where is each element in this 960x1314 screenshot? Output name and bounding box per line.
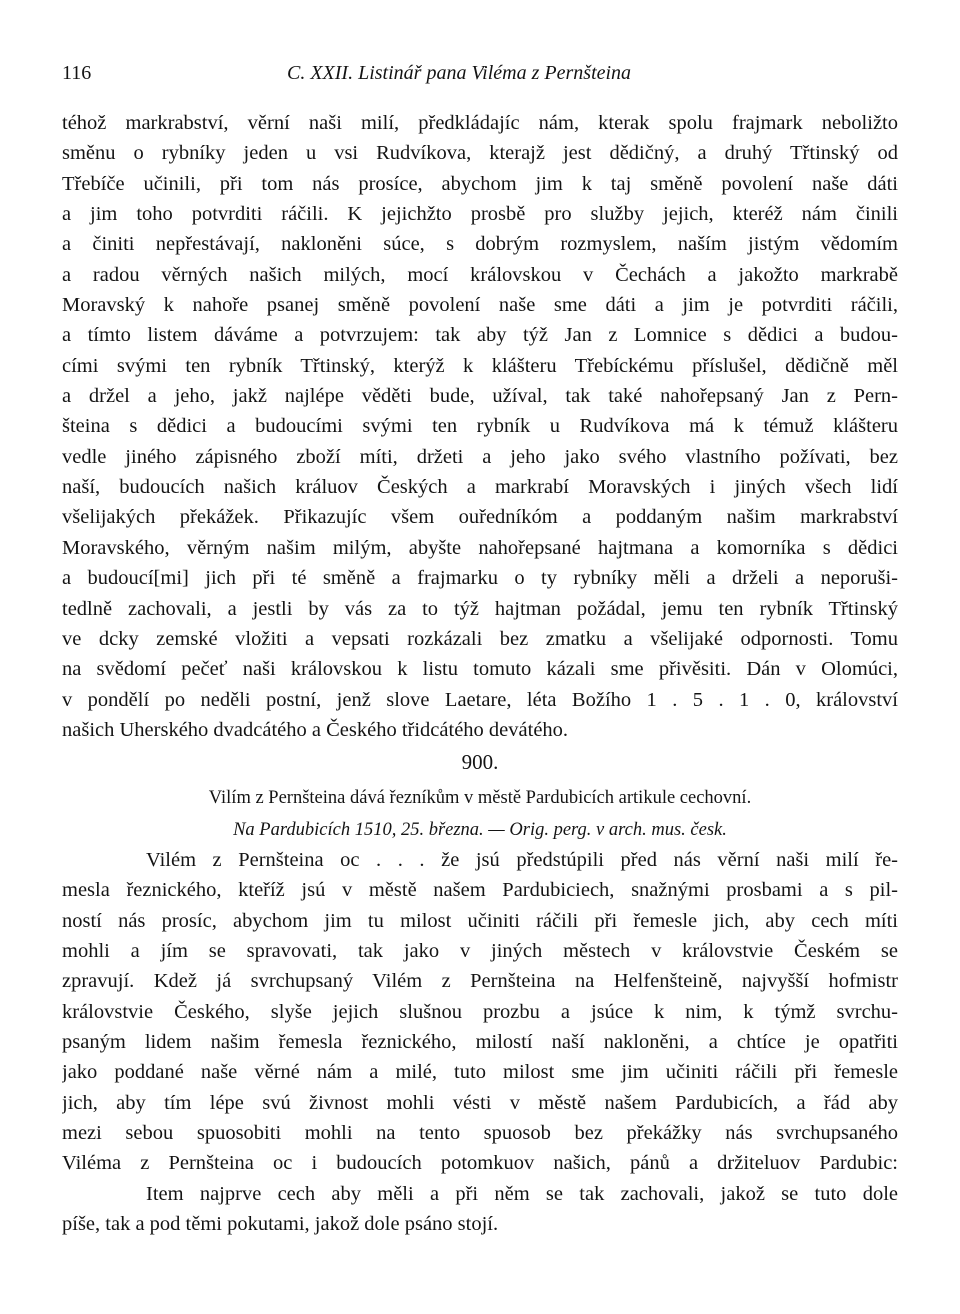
document-source: Na Pardubicích 1510, 25. března. — Orig. perg. v arch. mus. česk.	[233, 820, 727, 840]
text-line: naší, budoucích našich králuov Českých a markrabí Moravských i jiných všech lidí	[62, 476, 898, 499]
text-line: všelijakých překážek. Přikazujíc všem ouředníkóm a poddaným našim markrabství	[62, 506, 898, 529]
text-line: Item najprve cech aby měli a při něm se tak zachovali, jakož se tuto dole	[146, 1182, 898, 1205]
text-line: mesla řeznického, kteříž jsú v městě našem Pardubiciech, snažnými prosbami a s pil-	[62, 879, 898, 902]
text-line: jako poddané naše věrné nám a milé, tuto milost sme jim učiniti ráčili při řemesle	[62, 1061, 898, 1084]
text-line: Moravského, věrným našim milým, abyšte nahořepsané hajtmana a komorníka s dědici	[62, 536, 898, 559]
text-line: a budoucí[mi] jich při té směně a frajmarku o ty rybníky měli a drželi a neporuši-	[62, 567, 898, 590]
text-line: a činiti nepřestávají, nakloněni súce, s dobrým rozmyslem, naším jistým vědomím	[62, 233, 898, 256]
text-line: a jim toho potvrditi ráčili. K jejichžto prosbě pro služby jejich, kteréž nám činili	[62, 203, 898, 226]
text-line: v pondělí po neděli postní, jenž slove Laetare, léta Božího 1 . 5 . 1 . 0, království	[62, 688, 898, 711]
text-line: našich Uherského dvadcátého a Českého třidcátého devátého.	[62, 718, 569, 741]
document-899-continuation	[62, 108, 898, 745]
running-head: C. XXII. Listinář pana Viléma z Pernšteina	[287, 62, 632, 84]
text-line: mohli a jím se spravovati, tak jako v jiných městech v královstvie Českém se	[62, 940, 898, 963]
text-line: ností nás prosíc, abychom jim tu milost učiniti ráčili při řemesle jich, aby cech míti	[62, 909, 898, 932]
text-line: píše, tak a pod těmi pokutami, jakož dole psáno stojí.	[62, 1213, 499, 1236]
text-line: a tímto listem dáváme a potvrzujem: tak aby týž Jan z Lomnice s dědici a budou-	[62, 324, 898, 347]
page-header	[62, 62, 898, 88]
text-line: královstvie Českého, slyše jejich slušnou prozbu a jsúce k nim, k týmž svrchu-	[62, 1000, 898, 1023]
text-line: jich, aby tím lépe svú živnost mohli vésti v městě našem Pardubicích, a řád aby	[62, 1091, 898, 1114]
text-line: téhož markrabství, věrní naši milí, předkládajíc nám, kterak spolu frajmark neboližto	[62, 112, 898, 134]
text-line: směnu o rybníky jeden u vsi Rudvíkova, kterajž jest dědičný, a druhý Třtinský od	[62, 142, 898, 165]
text-line: zpravují. Kdež já svrchupsaný Vilém z Pernšteina na Helfenšteině, najvyšší hofmistr	[62, 970, 898, 993]
text-line: ve dcky zemské vložiti a vepsati rozkázali bez zmatku a všelijaké odpornosti. Tomu	[62, 627, 898, 650]
document-summary: Vilím z Pernšteina dává řezníkům v městě Pardubicích artikule cechovní.	[208, 788, 752, 808]
text-line: Viléma z Pernšteina oc i budoucích potomkuov našich, pánů a držiteluov Pardubic:	[62, 1152, 898, 1175]
page-number: 116	[62, 62, 92, 84]
text-line: na svědomí pečeť naši královskou k listu tomuto kázali sme přivěsiti. Dán v Olomúci,	[62, 658, 898, 681]
text-line: Moravský k nahoře psanej směně povolení naše sme dáti a jim je potvrditi ráčili,	[62, 294, 898, 317]
text-line: Třebíče učinili, při tom nás prosíce, abychom jim k taj směně povolení naše dáti	[62, 172, 898, 195]
text-line: cími svými ten rybník Třtinský, kterýž k klášteru Třebíckému příslušel, dědičně měl	[62, 354, 898, 377]
text-line: a držel a jeho, jakž najlépe věděti bude, užíval, tak také nahořepsaný Jan z Pern-	[62, 385, 898, 408]
document-900-text	[62, 845, 898, 1239]
text-line: psaným lidem našim řemesla řeznického, milostí naší nakloněni, a chtíce je opatřiti	[62, 1031, 898, 1054]
text-line: tedlně zachovali, a jestli by vás za to týž hajtman požádal, jemu ten rybník Třtinský	[62, 597, 898, 620]
text-line: mezi sebou spuosobiti mohli na tento spuosob bez překážky nás svrchupsaného	[62, 1122, 898, 1145]
text-line: Vilém z Pernšteina oc . . . že jsú předstúpili před nás věrní naši milí ře-	[146, 849, 898, 871]
text-line: vedle jiného zápisného zboží míti, držeti a jeho jako svého vlastního požívati, bez	[62, 445, 898, 468]
document-number: 900.	[461, 750, 499, 774]
text-line: a radou věrných našich milých, mocí královskou v Čechách a jakožto markrabě	[62, 263, 898, 286]
text-line: šteina s dědici a budoucími svými ten rybník u Rudvíkova má k témuž klášteru	[62, 415, 898, 438]
